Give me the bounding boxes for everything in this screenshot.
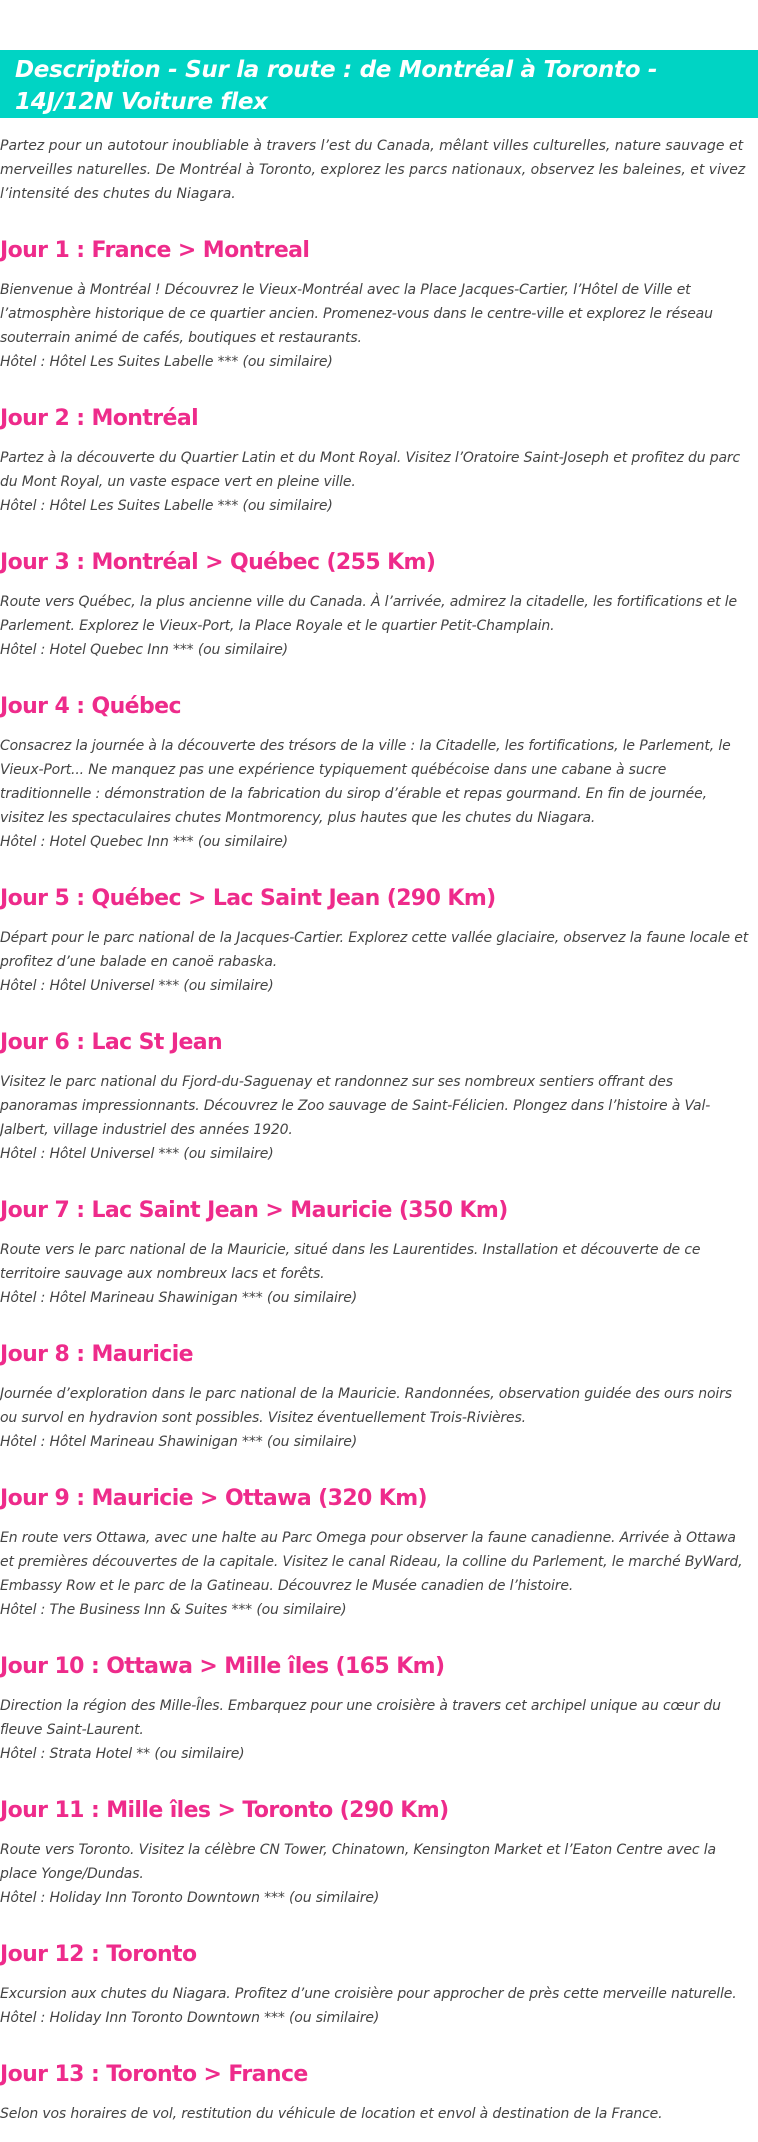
description-title-bar bbox=[0, 50, 758, 118]
day-heading: Jour 9 : Mauricie > Ottawa (320 Km) bbox=[0, 1486, 428, 1511]
day-description: En route vers Ottawa, avec une halte au Parc Omega pour observer la faune canadienne. Arrivée à Ottawa et premières découvertes de la capitale. Visitez le canal Rideau, la colline du Parlement, le marché ByWard, Embassy Row et le parc de la Gatineau. Découvrez le Musée canadien de l’histoire. bbox=[0, 1530, 743, 1594]
intro-paragraph: Partez pour un autotour inoubliable à travers l’est du Canada, mêlant villes culturelles, nature sauvage et merveilles naturelles. De Montréal à Toronto, explorez les parcs nationaux, observez les baleines, et vivez l’intensité des chutes du Niagara. bbox=[0, 138, 746, 202]
day-heading: Jour 1 : France > Montreal bbox=[0, 238, 310, 263]
day-description: Bienvenue à Montréal ! Découvrez le Vieux-Montréal avec la Place Jacques-Cartier, l’Hôtel de Ville et l’atmosphère historique de ce quartier ancien. Promenez-vous dans le centre-ville et explorez le réseau souterrain animé de cafés, boutiques et restaurants. bbox=[0, 282, 713, 346]
day-description: Route vers Toronto. Visitez la célèbre CN Tower, Chinatown, Kensington Market et l’Eaton Centre avec la place Yonge/Dundas. bbox=[0, 1842, 716, 1882]
day-description: Route vers le parc national de la Mauricie, situé dans les Laurentides. Installation et découverte de ce territoire sauvage aux nombreux lacs et forêts. bbox=[0, 1242, 701, 1282]
day-description: Visitez le parc national du Fjord-du-Saguenay et randonnez sur ses nombreux sentiers offrant des panoramas impressionnants. Découvrez le Zoo sauvage de Saint-Félicien. Plongez dans l’histoire à Val-Jalbert, village industriel des années 1920. bbox=[0, 1074, 711, 1138]
day-4-section bbox=[0, 692, 752, 854]
day-heading: Jour 10 : Ottawa > Mille îles (165 Km) bbox=[0, 1654, 445, 1679]
day-heading: Jour 4 : Québec bbox=[0, 694, 181, 719]
day-description: Départ pour le parc national de la Jacques-Cartier. Explorez cette vallée glaciaire, observez la faune locale et profitez d’une balade en canoë rabaska. bbox=[0, 930, 749, 970]
page-title: Description - Sur la route : de Montréal à Toronto - 14J/12N Voiture flex bbox=[15, 57, 658, 115]
day-heading: Jour 3 : Montréal > Québec (255 Km) bbox=[0, 550, 436, 575]
day-9-section bbox=[0, 1484, 752, 1622]
day-hotel: Hôtel : Holiday Inn Toronto Downtown *** (ou similaire) bbox=[0, 2010, 380, 2026]
day-13-section bbox=[0, 2060, 752, 2126]
day-heading: Jour 6 : Lac St Jean bbox=[0, 1030, 223, 1055]
day-heading: Jour 5 : Québec > Lac Saint Jean (290 Km) bbox=[0, 886, 496, 911]
day-12-section bbox=[0, 1940, 752, 2030]
day-description: Journée d’exploration dans le parc national de la Mauricie. Randonnées, observation guidée des ours noirs ou survol en hydravion sont possibles. Visitez éventuellement Trois-Rivières. bbox=[0, 1386, 732, 1426]
day-hotel: Hôtel : Hôtel Les Suites Labelle *** (ou similaire) bbox=[0, 354, 333, 370]
day-heading: Jour 13 : Toronto > France bbox=[0, 2062, 308, 2087]
day-description: Route vers Québec, la plus ancienne ville du Canada. À l’arrivée, admirez la citadelle, les fortifications et le Parlement. Explorez le Vieux-Port, la Place Royale et le quartier Petit-Champlain. bbox=[0, 594, 737, 634]
day-description: Consacrez la journée à la découverte des trésors de la ville : la Citadelle, les fortifications, le Parlement, le Vieux-Port... Ne manquez pas une expérience typiquement québécoise dans une cabane à sucre traditionnelle : démonstration de la fabrication du sirop d’érable et repas gourmand. En fin de journée, visitez les spectaculaires chutes Montmorency, plus hautes que les chutes du Niagara. bbox=[0, 738, 731, 826]
day-11-section bbox=[0, 1796, 752, 1910]
day-heading: Jour 12 : Toronto bbox=[0, 1942, 197, 1967]
day-2-section bbox=[0, 404, 752, 518]
day-description: Selon vos horaires de vol, restitution du véhicule de location et envol à destination de la France. bbox=[0, 2106, 663, 2122]
day-hotel: Hôtel : The Business Inn & Suites *** (ou similaire) bbox=[0, 1602, 347, 1618]
day-heading: Jour 11 : Mille îles > Toronto (290 Km) bbox=[0, 1798, 449, 1823]
day-hotel: Hôtel : Hotel Quebec Inn *** (ou similaire) bbox=[0, 834, 288, 850]
day-5-section bbox=[0, 884, 752, 998]
day-hotel: Hôtel : Hôtel Universel *** (ou similaire) bbox=[0, 978, 274, 994]
day-hotel: Hôtel : Holiday Inn Toronto Downtown *** (ou similaire) bbox=[0, 1890, 380, 1906]
day-hotel: Hôtel : Hôtel Marineau Shawinigan *** (ou similaire) bbox=[0, 1290, 358, 1306]
day-10-section bbox=[0, 1652, 752, 1766]
day-hotel: Hôtel : Hôtel Les Suites Labelle *** (ou similaire) bbox=[0, 498, 333, 514]
day-description: Partez à la découverte du Quartier Latin et du Mont Royal. Visitez l’Oratoire Saint-Joseph et profitez du parc du Mont Royal, un vaste espace vert en pleine ville. bbox=[0, 450, 741, 490]
day-8-section bbox=[0, 1340, 752, 1454]
day-hotel: Hôtel : Hôtel Marineau Shawinigan *** (ou similaire) bbox=[0, 1434, 358, 1450]
day-6-section bbox=[0, 1028, 752, 1166]
day-3-section bbox=[0, 548, 752, 662]
day-hotel: Hôtel : Hotel Quebec Inn *** (ou similaire) bbox=[0, 642, 288, 658]
day-heading: Jour 7 : Lac Saint Jean > Mauricie (350 Km) bbox=[0, 1198, 508, 1223]
day-heading: Jour 8 : Mauricie bbox=[0, 1342, 193, 1367]
day-hotel: Hôtel : Strata Hotel ** (ou similaire) bbox=[0, 1746, 245, 1762]
day-hotel: Hôtel : Hôtel Universel *** (ou similaire) bbox=[0, 1146, 274, 1162]
day-1-section bbox=[0, 236, 752, 374]
day-heading: Jour 2 : Montréal bbox=[0, 406, 199, 431]
day-description: Direction la région des Mille-Îles. Embarquez pour une croisière à travers cet archipel unique au cœur du fleuve Saint-Laurent. bbox=[0, 1698, 721, 1738]
day-description: Excursion aux chutes du Niagara. Profitez d’une croisière pour approcher de près cette merveille naturelle. bbox=[0, 1986, 737, 2002]
day-7-section bbox=[0, 1196, 752, 1310]
